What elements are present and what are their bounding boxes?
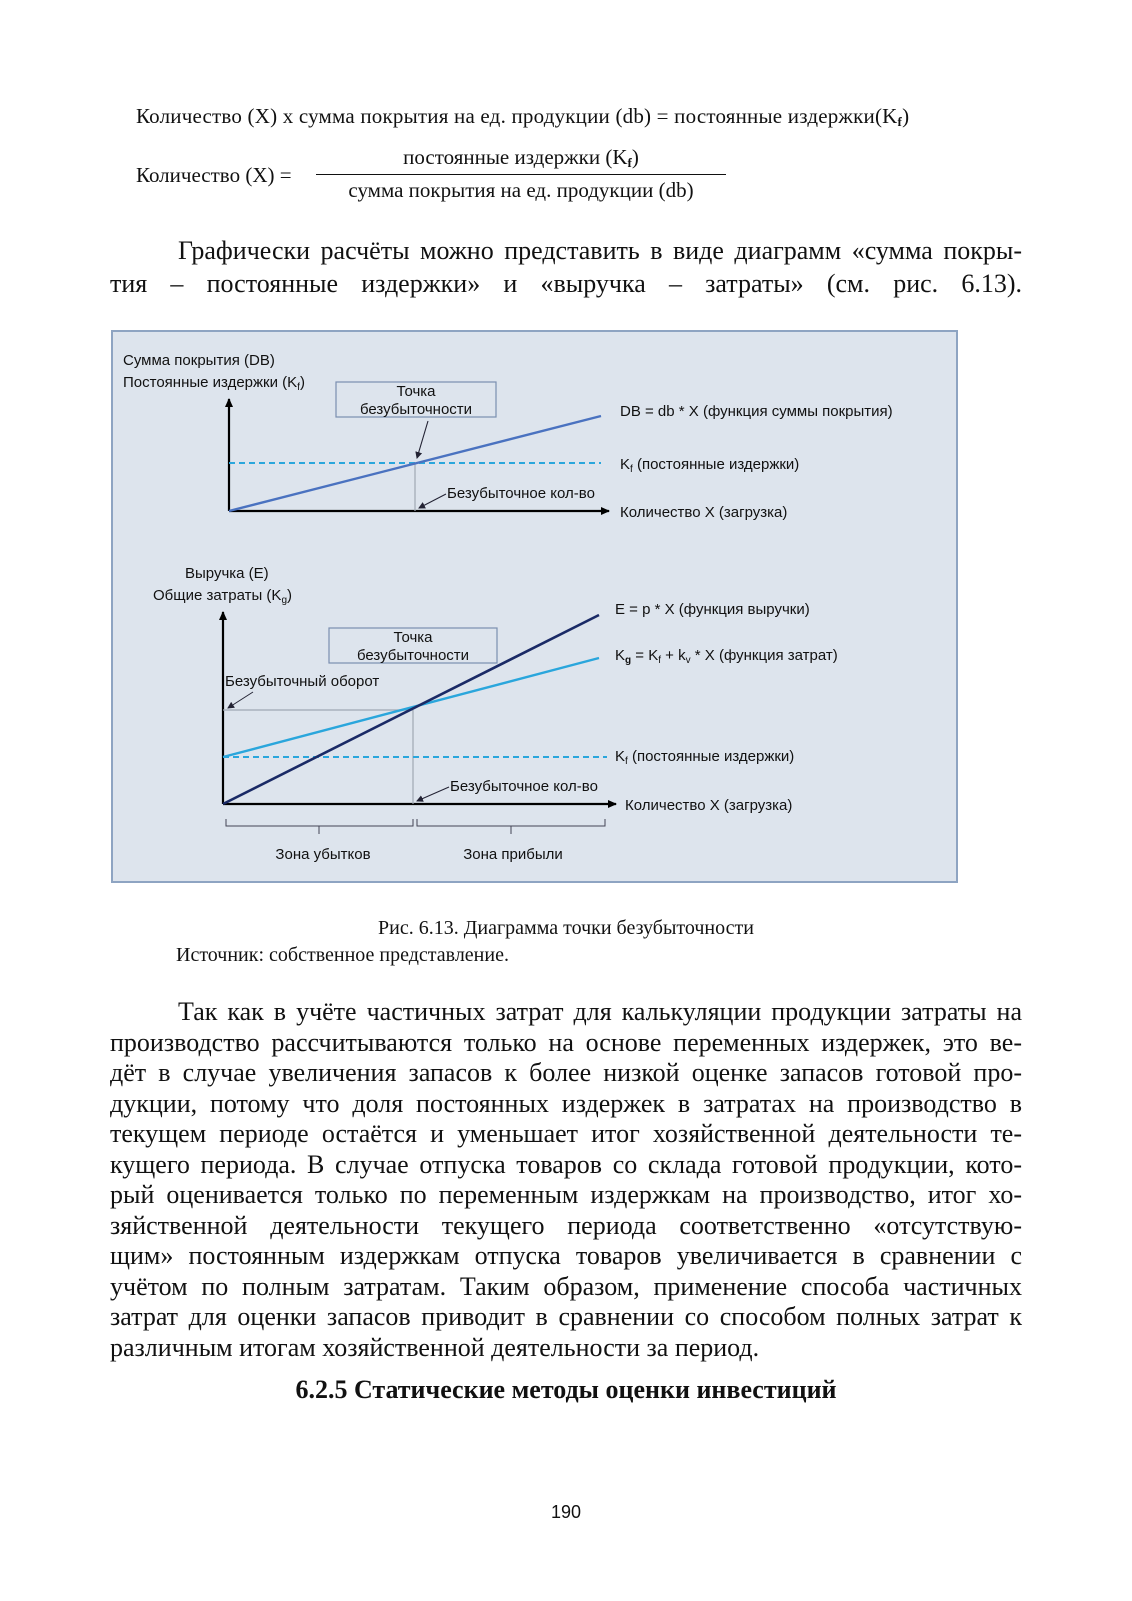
bottom-y-label-2: Общие затраты $(K_g)$ — [153, 587, 292, 606]
body-line: затрат для оценки запасов приводит в сравнении со способом полных затрат к — [110, 1302, 1022, 1331]
loss-zone-brace — [226, 819, 413, 826]
bottom-turnover-label: Безубыточный оборот — [225, 673, 380, 690]
body-line: Так как в учёте частичных затрат для калькуляции продукции затраты на — [178, 997, 1022, 1026]
break-even-figure — [111, 330, 958, 883]
section-heading: 6.2.5 Статические методы оценки инвестиций — [295, 1375, 837, 1404]
bottom-chart — [153, 565, 838, 863]
intro-line-1-text: Графически расчёты можно представить в виде диаграмм «сумма покры- — [178, 236, 1022, 265]
formula-break-even-product — [136, 104, 1036, 130]
body-line: зяйственной деятельности текущего периода соответственно «отсутствую- — [110, 1210, 1022, 1240]
body-line: производство рассчитываются только на основе переменных издержек, это ве- — [110, 1027, 1022, 1057]
body-line: дёт в случае увеличения запасов к более низкой оценке запасов готовой про- — [110, 1058, 1022, 1087]
fraction-bar — [316, 174, 726, 175]
bottom-revenue-label: E = p * X (функция выручки) — [615, 601, 810, 618]
intro-line-1 — [110, 234, 1022, 267]
intro-paragraph — [110, 234, 1022, 300]
numerator-text: постоянные издержки (K — [403, 145, 628, 169]
bottom-y-label-1: Выручка (E) — [185, 565, 269, 582]
profit-zone-brace — [417, 819, 605, 826]
formula-fraction — [316, 145, 726, 203]
formula-line1-text: Количество (X) x сумма покрытия на ед. продукции (db) = постоянные издержки(K — [136, 104, 898, 128]
top-bep-qty-label: Безубыточное кол-во — [447, 485, 595, 502]
numerator-close: ) — [631, 145, 639, 169]
bottom-bep-qty-label: Безубыточное кол-во — [450, 778, 598, 795]
body-line: дукции, потому что доля постоянных издержек в затратах на производство в — [110, 1088, 1022, 1118]
figure-caption: Рис. 6.13. Диаграмма точки безубыточности — [378, 917, 754, 939]
top-bep-qty-arrow — [419, 494, 446, 508]
top-chart — [123, 352, 893, 521]
formula-quantity-lhs: Количество (X) = — [136, 163, 292, 187]
bottom-bep-box-line2: безубыточности — [356, 647, 470, 664]
body-line: различным итогам хозяйственной деятельности за период. — [110, 1332, 760, 1362]
bottom-kf-label: $K_f$ (постоянные издержки) — [615, 748, 795, 767]
bottom-cost-label: $K_g = K_f + k_v * X$ (функция затрат) — [615, 647, 838, 666]
body-paragraph — [110, 997, 1022, 1363]
body-line: учётом по полным затратам. Таким образом, применение способа частичных — [110, 1271, 1022, 1301]
formula-denominator: сумма покрытия на ед. продукции (db) — [348, 178, 694, 202]
top-bep-box-line1: Точка — [396, 383, 436, 400]
bottom-turnover-arrow — [228, 692, 253, 708]
page-number: 190 — [550, 1502, 582, 1522]
profit-zone-label: Зона прибыли — [463, 846, 563, 863]
formula-line1-sub: f — [897, 114, 903, 129]
break-even-diagram — [113, 332, 960, 885]
top-x-axis-label: Количество X (загрузка) — [620, 504, 788, 521]
top-y-label-1: Сумма покрытия (DB) — [123, 352, 275, 369]
top-y-label-2: Постоянные издержки $(K_f)$ — [123, 374, 305, 393]
body-line: текущем периоде остаётся и уменьшает итог хозяйственной деятельности те- — [110, 1119, 1022, 1148]
loss-zone-label: Зона убытков — [275, 846, 371, 863]
top-bep-arrow — [417, 421, 428, 458]
bottom-bep-qty-arrow — [417, 787, 449, 801]
top-db-label: DB = db * X (функция суммы покрытия) — [620, 403, 893, 420]
formula-line1-close: ) — [902, 104, 910, 128]
formula-numerator — [316, 145, 726, 174]
body-line: рый оценивается только по переменным издержкам на производство, итог хо- — [110, 1180, 1022, 1209]
body-line: щим» постоянным издержкам отпуска товаров увеличивается в сравнении с — [110, 1241, 1022, 1270]
intro-line-2: тия – постоянные издержки» и «выручка – затраты» (см. рис. 6.13). — [110, 269, 1022, 298]
top-bep-box-line2: безубыточности — [359, 401, 473, 418]
body-line: кущего периода. В случае отпуска товаров со склада готовой продукции, кото- — [110, 1149, 1022, 1179]
bottom-bep-box-line1: Точка — [393, 629, 433, 646]
figure-source: Источник: собственное представление. — [176, 944, 509, 966]
bottom-x-axis-label: Количество X (загрузка) — [625, 797, 793, 814]
numerator-sub: f — [627, 155, 632, 170]
top-kf-label: $K_f$ (постоянные издержки) — [620, 456, 800, 475]
